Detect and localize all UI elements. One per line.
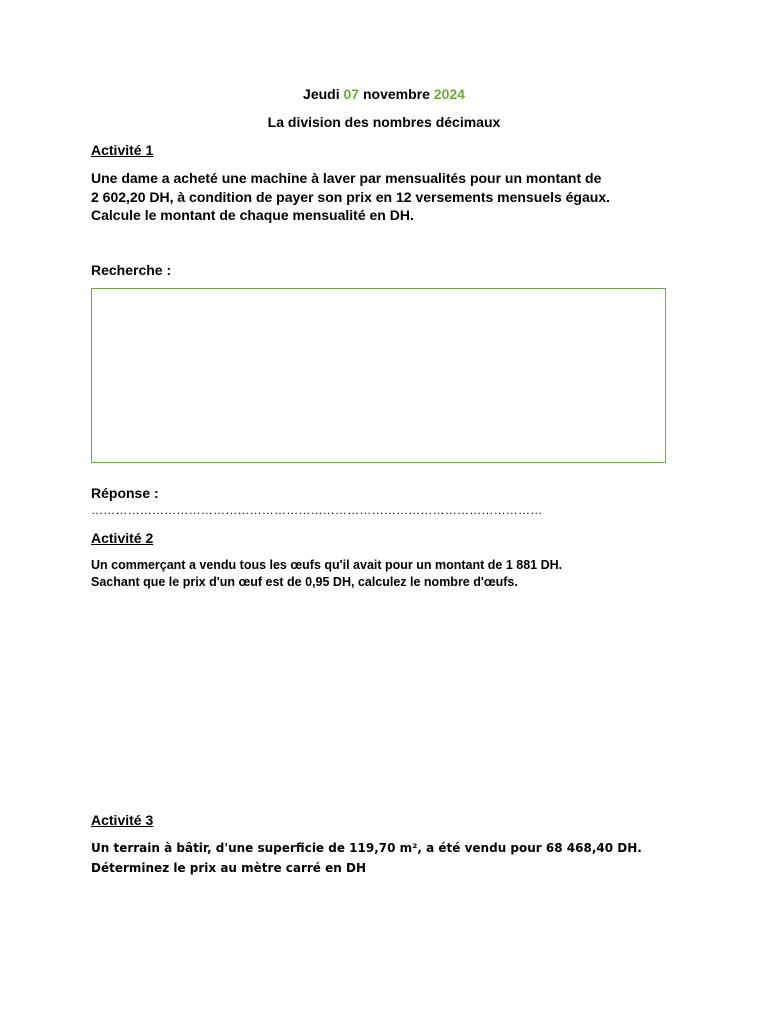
answer-label: Réponse : <box>91 485 159 501</box>
activity-2-heading: Activité 2 <box>91 530 154 546</box>
research-label: Recherche : <box>91 262 172 278</box>
date-day-number: 07 <box>343 86 360 102</box>
activity-1-line: Une dame a acheté une machine à laver par mensualités pour un montant de <box>91 170 602 186</box>
activity-1-statement <box>91 169 681 225</box>
activity-3-heading: Activité 3 <box>91 812 154 828</box>
date-year: 2024 <box>433 86 465 102</box>
activity-2-line: Un commerçant a vendu tous les œufs qu'il avait pour un montant de 1 881 DH. <box>91 558 563 572</box>
activity-1-line: Calcule le montant de chaque mensualité en DH. <box>91 207 414 223</box>
lesson-title: La division des nombres décimaux <box>267 114 501 130</box>
activity-2-statement <box>91 557 691 591</box>
activity-3-line: Déterminez le prix au mètre carré en DH <box>91 861 366 875</box>
activity-3-line: Un terrain à bâtir, d'une superficie de 119,70 m², a été vendu pour 68 468,40 DH. <box>91 841 642 855</box>
date-line <box>0 86 768 102</box>
answer-dotted-line[interactable]: ………………………………………………………………………………………………… <box>91 503 543 517</box>
activity-1-heading: Activité 1 <box>91 142 154 158</box>
research-answer-box[interactable] <box>91 288 666 463</box>
activity-1-line: 2 602,20 DH, à condition de payer son prix en 12 versements mensuels égaux. <box>91 188 610 205</box>
activity-3-statement <box>91 838 691 878</box>
date-month: novembre <box>362 86 430 102</box>
date-day: Jeudi <box>303 86 340 102</box>
activity-2-line: Sachant que le prix d'un œuf est de 0,95 DH, calculez le nombre d'œufs. <box>91 575 518 589</box>
